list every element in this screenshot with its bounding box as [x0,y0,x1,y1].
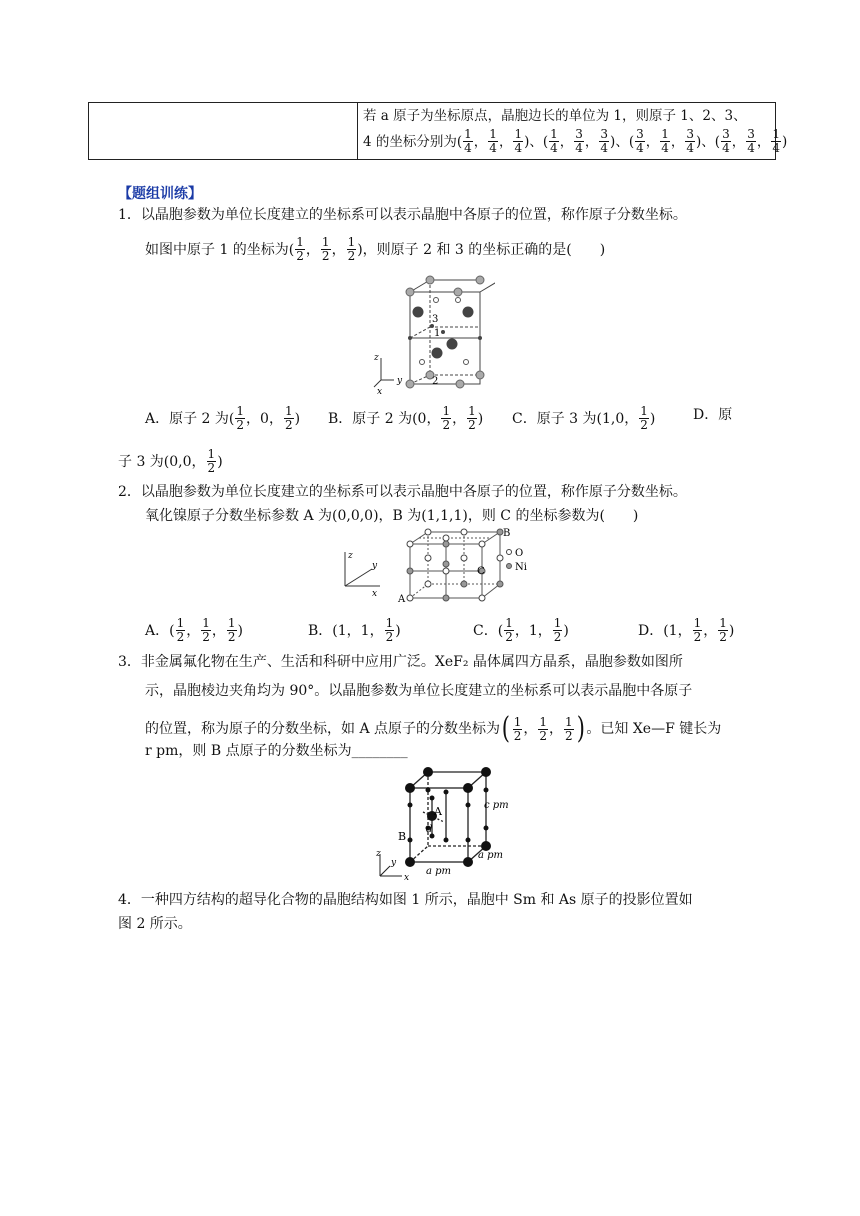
fraction: $\frac{1}{2}$ [553,616,562,644]
fraction: $\frac{1}{2}$ [321,235,330,263]
fraction: $\frac{1}{2}$ [565,714,573,743]
q3-line-2: 示，晶胞棱边夹角均为 90°。以晶胞参数为单位长度建立的坐标系可以表示晶胞中各原子 [145,683,693,699]
svg-text:y: y [391,858,397,868]
svg-text:c pm: c pm [484,800,509,811]
info-table [88,102,788,160]
fraction: $\frac{1}{4}$ [661,127,669,155]
q3-line-3: 的位置，称为原子的分数坐标，如 A 点原子的分数坐标为 ( $\frac{1}{2}$ ， $\frac{1}{2}$ ， $\frac{1}{2}$ ) 。已知 Xe—F 键长为 [145,711,722,746]
svg-text:B: B [503,528,511,539]
q1-option-a: A．原子 2 为( $\frac{1}{2}$ ，0， $\frac{1}{2}$ ) [145,404,301,432]
fraction: $\frac{1}{2}$ [693,616,702,644]
q4-line-2: 图 2 所示。 [118,916,192,932]
fraction: $\frac{3}{4}$ [575,127,583,155]
q2-option-c: C．( $\frac{1}{2}$ ，1， $\frac{1}{2}$ ) [473,616,569,644]
svg-text:A: A [434,805,442,818]
q4-line-1: 4．一种四方结构的超导化合物的晶胞结构如图 1 所示，晶胞中 Sm 和 As 原子的投影位置如 [118,892,693,908]
table-line-2: 4 的坐标分别为( $\frac{1}{4}$ ， $\frac{1}{4}$ ， $\frac{1}{4}$ )、( $\frac{1}{4}$ ， $\frac{3}{4}$ ， $\frac{3}{4}$ )、( $\frac{3}{4}$ ， $\frac{1}{4}$ ， $\frac{3}{4}$ )、( $\frac{3}{4}$ ， $\frac{3}{4}$ ， $\frac{1}{4}$ ) [363,127,788,155]
section-heading: 【题组训练】 [118,186,202,202]
fraction: $\frac{1}{2}$ [202,616,210,644]
fraction: $\frac{3}{4}$ [747,127,755,155]
svg-text:z: z [374,353,379,363]
svg-text:x: x [372,589,378,599]
svg-text:C: C [477,566,485,577]
fraction: $\frac{1}{2}$ [207,447,216,475]
fraction: $\frac{1}{4}$ [489,127,497,155]
fraction: $\frac{1}{2}$ [227,616,236,644]
fraction: $\frac{1}{4}$ [550,127,558,155]
fraction: $\frac{3}{4}$ [636,127,644,155]
fraction: $\frac{1}{2}$ [347,235,356,263]
q3-line-4: r pm，则 B 点原子的分数坐标为________ [145,743,408,759]
q2-option-b: B．(1，1， $\frac{1}{2}$ ) [308,616,401,644]
svg-text:y: y [397,376,403,386]
q3-crystal-figure [360,760,520,884]
svg-text:Ni: Ni [515,562,527,573]
table-cell [363,105,788,155]
q1-option-d: D．原 [693,407,733,423]
q3-line-1: 3．非金属氟化物在生产、生活和科研中应用广泛。XeF₂ 晶体属四方晶系，晶胞参数如图所 [118,654,683,670]
svg-text:A: A [398,594,406,605]
fraction: $\frac{1}{2}$ [385,616,394,644]
svg-text:B: B [398,830,407,843]
svg-text:x: x [404,873,410,883]
fraction: $\frac{1}{2}$ [468,404,476,432]
fraction: $\frac{3}{4}$ [600,127,609,155]
svg-text:a pm: a pm [478,850,504,861]
q2-line-1: 2．以晶胞参数为单位长度建立的坐标系可以表示晶胞中各原子的位置，称作原子分数坐标。 [118,484,687,500]
q2-crystal-figure [340,526,530,606]
fraction: $\frac{1}{2}$ [505,616,513,644]
fraction: $\frac{1}{2}$ [719,616,727,644]
q1-line-1: 1．以晶胞参数为单位长度建立的坐标系可以表示晶胞中各原子的位置，称作原子分数坐标。 [118,207,687,223]
fraction: $\frac{1}{2}$ [442,404,451,432]
q1-option-c: C．原子 3 为(1,0， $\frac{1}{2}$ ) [512,404,656,432]
fraction: $\frac{1}{4}$ [514,127,523,155]
q2-option-a: A．( $\frac{1}{2}$ ， $\frac{1}{2}$ ， $\frac{1}{2}$ ) [145,616,243,644]
q1-option-d-cont: 子 3 为(0,0， $\frac{1}{2}$ ) [118,447,223,475]
svg-text:1: 1 [434,328,441,339]
fraction: $\frac{1}{2}$ [513,714,522,743]
table-divider [357,103,358,159]
fraction: $\frac{1}{2}$ [284,404,293,432]
fraction: $\frac{1}{2}$ [640,404,648,432]
svg-text:2: 2 [432,376,439,387]
fraction: $\frac{1}{2}$ [176,616,185,644]
fraction: $\frac{1}{2}$ [296,235,304,263]
q1-line-2: 如图中原子 1 的坐标为( $\frac{1}{2}$ ， $\frac{1}{2}$ ， $\frac{1}{2}$ )，则原子 2 和 3 的坐标正确的是( ) [145,235,606,263]
q2-option-d: D．(1， $\frac{1}{2}$ ， $\frac{1}{2}$ ) [638,616,735,644]
fraction: $\frac{1}{4}$ [772,127,780,155]
svg-text:z: z [376,849,381,859]
svg-text:z: z [348,551,353,561]
fraction: $\frac{1}{2}$ [236,404,245,432]
fraction: $\frac{3}{4}$ [722,127,730,155]
svg-text:O: O [515,548,524,559]
fraction: $\frac{1}{2}$ [539,714,548,743]
svg-text:y: y [372,561,378,571]
table-line-1: 若 a 原子为坐标原点，晶胞边长的单位为 1，则原子 1、2、3、 [363,108,747,124]
svg-text:x: x [377,387,383,395]
svg-text:a pm: a pm [426,866,452,877]
svg-text:d: d [426,824,433,835]
q1-option-b: B．原子 2 为(0， $\frac{1}{2}$ ， $\frac{1}{2}$ ) [328,404,484,432]
q2-line-2: 氧化镍原子分数坐标参数 A 为(0,0,0)，B 为(1,1,1)，则 C 的坐标参数为( ) [145,508,639,524]
fraction: $\frac{3}{4}$ [686,127,695,155]
fraction: $\frac{1}{4}$ [464,127,472,155]
q1-crystal-figure [370,270,495,395]
svg-text:3: 3 [432,314,439,325]
